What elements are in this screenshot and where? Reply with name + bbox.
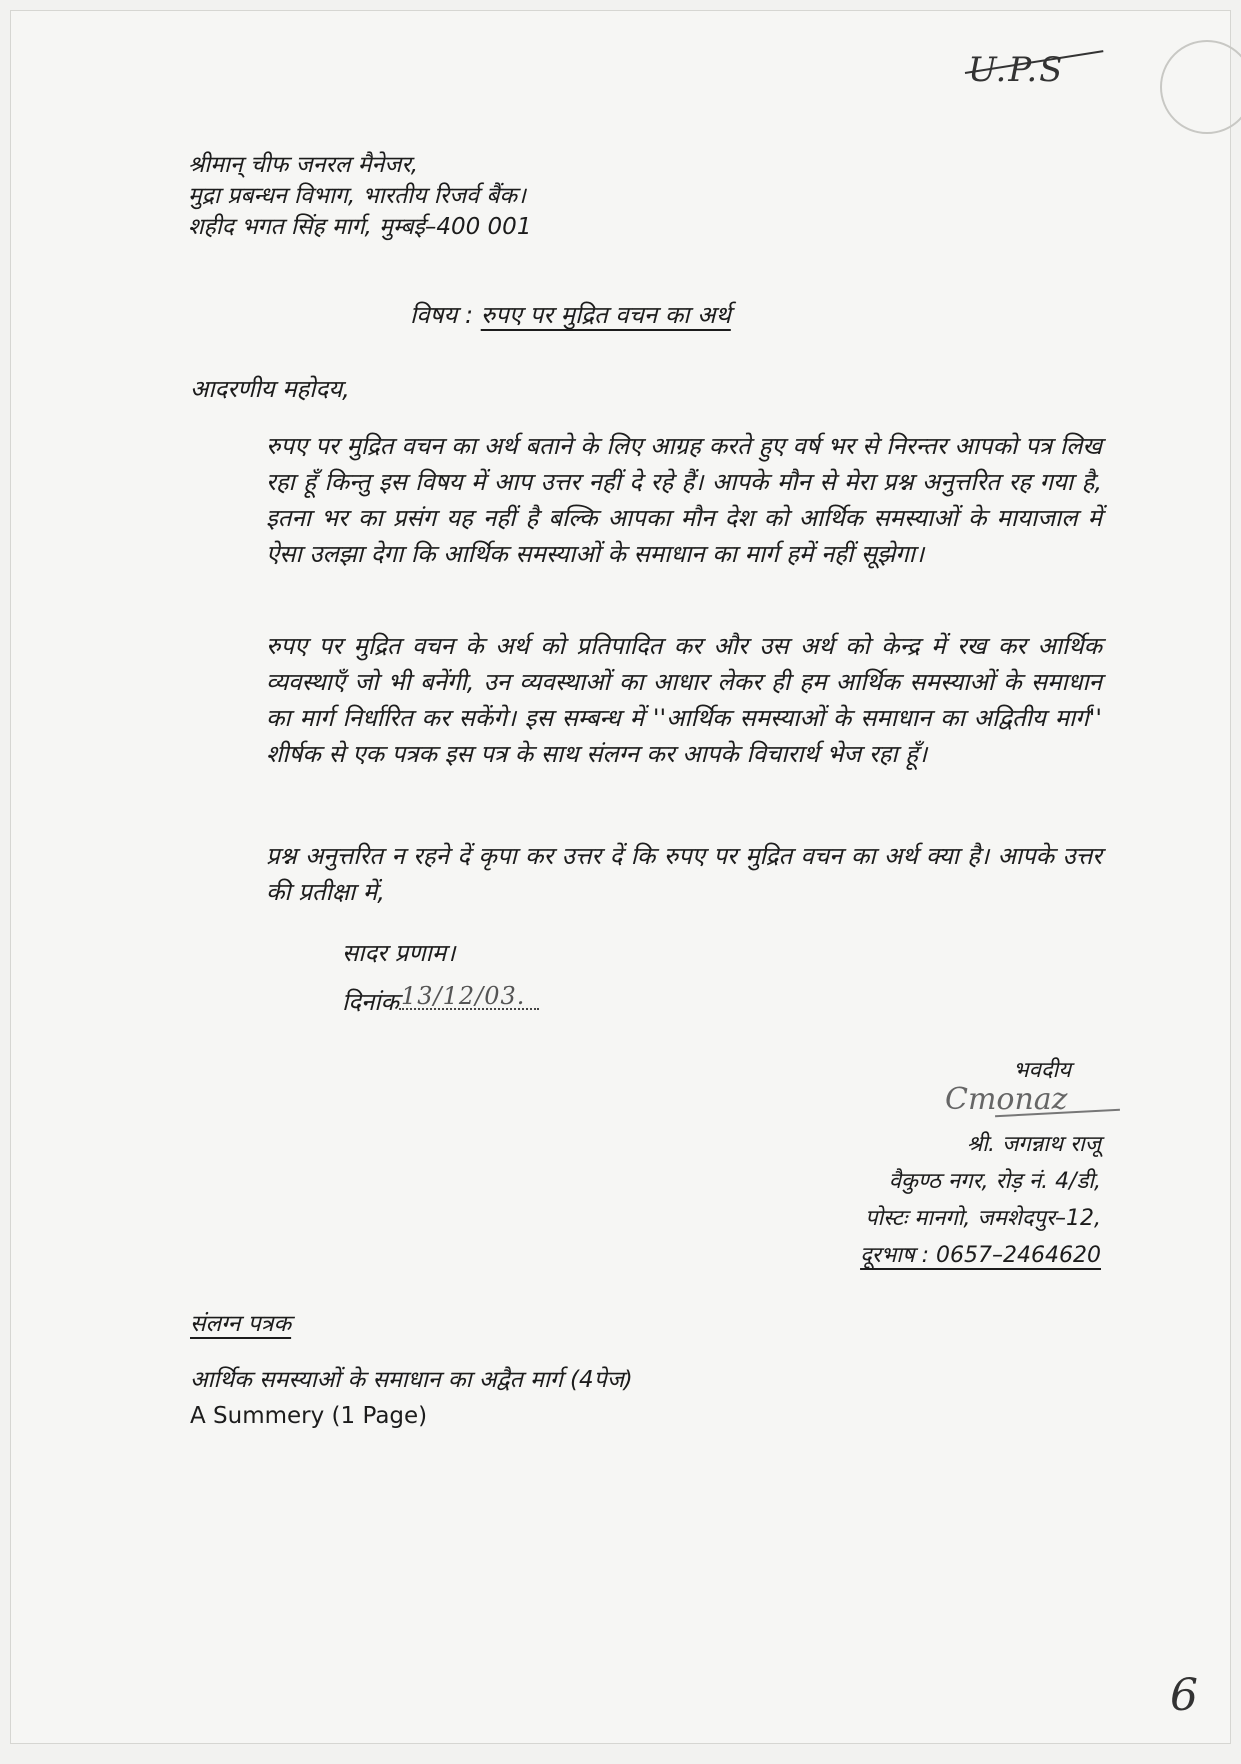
enclosure-title: संलग्न पत्रक <box>190 1311 292 1337</box>
sender-name: श्री. जगन्नाथ राजू <box>966 1132 1101 1157</box>
handwritten-date: 13/12/03. <box>400 982 526 1010</box>
address-line-3: शहीद भगत सिंह मार्ग, मुम्बई–400 001 <box>188 214 532 240</box>
subject-line <box>410 298 731 331</box>
enclosure-item-2: A Summery (1 Page) <box>190 1403 428 1429</box>
enclosure-item-1: आर्थिक समस्याओं के समाधान का अद्वैत मार्ग (4पेज) <box>190 1367 633 1393</box>
address-line-2: मुद्रा प्रबन्धन विभाग, भारतीय रिजर्व बैंक। <box>188 183 526 209</box>
closing-regards: सादर प्रणाम। <box>342 939 456 967</box>
body-paragraph-3: प्रश्न अनुत्तरित न रहने दें कृपा कर उत्तर दें कि रुपए पर मुद्रित वचन का अर्थ क्या है। आपके उत्तर की प्रतीक्षा में, <box>266 842 1102 906</box>
faint-stamp-circle <box>1160 40 1241 134</box>
date-field <box>399 982 539 1010</box>
sender-block <box>860 1052 1101 1274</box>
subject-label: विषय : <box>410 301 474 329</box>
body-paragraph-1: रुपए पर मुद्रित वचन का अर्थ बताने के लिए आग्रह करते हुए वर्ष भर से निरन्तर आपको पत्र लिख रहा हूँ किन्तु इस विषय में आप उत्तर नहीं दे रहे हैं। आपके मौन से मेरा प्रश्न अनुत्तरित रह गया है, इतना भर का प्रसंग यह नहीं है बल्कि आपका मौन देश को आर्थिक समस्याओं के मायाजाल में ऐसा उलझा देगा कि आर्थिक समस्याओं के समाधान का मार्ग हमें नहीं सूझेगा। <box>266 432 1102 568</box>
sender-phone: दूरभाष : 0657–2464620 <box>860 1243 1101 1268</box>
date-label: दिनांक <box>342 988 399 1016</box>
sender-address-2: पोस्टः मानगो, जमशेदपुर–12, <box>864 1206 1101 1231</box>
subject-text: रुपए पर मुद्रित वचन का अर्थ <box>480 301 731 329</box>
salutation: आदरणीय महोदय, <box>190 375 350 403</box>
handwritten-initials: U.P.S <box>968 50 1065 90</box>
signature-space <box>860 1089 1101 1126</box>
date-row <box>342 982 539 1018</box>
sender-address-1: वैकुण्ठ नगर, रोड़ नं. 4/डी, <box>888 1169 1101 1194</box>
handwritten-page-number: 6 <box>1170 1670 1198 1721</box>
address-line-1: श्रीमान् चीफ जनरल मैनेजर, <box>188 152 419 178</box>
recipient-address <box>188 150 531 243</box>
sender-yours: भवदीय <box>1013 1058 1071 1083</box>
letter-page <box>10 10 1231 1744</box>
body-paragraph-2: रुपए पर मुद्रित वचन के अर्थ को प्रतिपादित कर और उस अर्थ को केन्द्र में रख कर आर्थिक व्यवस्थाएँ जो भी बनेंगी, उन व्यवस्थाओं का आधार लेकर ही हम आर्थिक समस्याओं के समाधान का मार्ग निर्धारित कर सकेंगे। इस सम्बन्ध में ''आर्थिक समस्याओं के समाधान का अद्वितीय मार्ग'' शीर्षक से एक पत्रक इस पत्र के साथ संलग्न कर आपके विचारार्थ भेज रहा हूँ। <box>266 632 1102 768</box>
enclosure-list <box>190 1362 633 1434</box>
handwritten-signature: Cmonaz <box>945 1082 1068 1117</box>
